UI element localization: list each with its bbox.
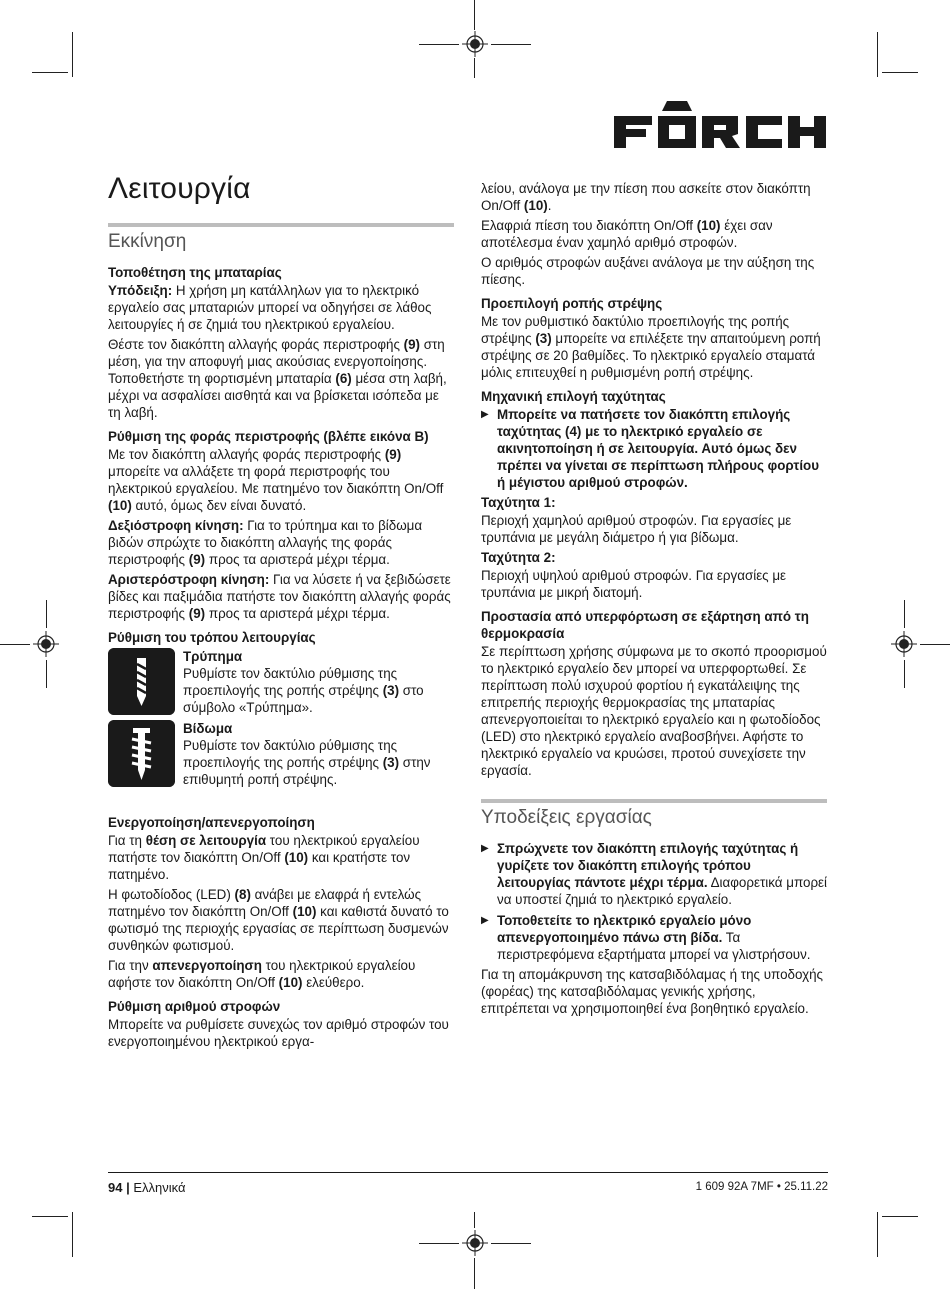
footer-doc-code: 1 609 92A 7MF • 25.11.22 <box>695 1181 828 1193</box>
crop-mark <box>904 660 905 688</box>
mode-screw-title: Βίδωμα <box>183 721 233 736</box>
crop-mark <box>32 1216 68 1217</box>
crop-mark <box>32 72 68 73</box>
mode-screw <box>108 720 454 788</box>
crop-mark <box>474 1258 475 1289</box>
speed-increase-text: Ο αριθμός στροφών αυξάνει ανάλογα με την αύξηση της πίεσης. <box>481 255 815 287</box>
speed1-label: Ταχύτητα 1: <box>481 495 556 510</box>
torque-text: Με τον ρυθμιστικό δακτύλιο προεπιλογής της ροπής στρέψης (3) μπορείτε να επιλέξετε την απαιτούμενη ροπή στρέψης σε 20 βαθμίδες. Το ηλεκτρικό εργαλείο σταματά μόλις επιτευχθεί η ρυθμισμένη ροπή στρέψης. <box>481 314 821 380</box>
heading-rotation: Ρύθμιση της φοράς περιστροφής (βλέπε εικόνα B) <box>108 429 429 444</box>
heading-speed: Ρύθμιση αριθμού στροφών <box>108 999 281 1014</box>
speed2-label: Ταχύτητα 2: <box>481 550 556 565</box>
crop-mark <box>877 1212 878 1257</box>
crop-mark <box>46 600 47 628</box>
crop-mark <box>877 32 878 77</box>
section-heading-bar <box>481 799 827 830</box>
footer-separator: | <box>126 1180 130 1195</box>
crop-mark <box>46 660 47 688</box>
page-number: 94 <box>108 1180 123 1195</box>
crop-mark <box>920 644 950 645</box>
rotation-right-text: Δεξιόστροφη κίνηση: Για το τρύπημα και το βίδωμα βιδών σπρώχτε το διακόπτη αλλαγής της φοράς περιστροφής (9) προς τα αριστερά μέχρι τέρμα. <box>108 518 423 567</box>
crop-mark <box>474 58 475 78</box>
speed2-text: Περιοχή υψηλού αριθμού στροφών. Για εργασίες με τρυπάνια με μικρή διατομή. <box>481 568 787 600</box>
triangle-bullet-icon: ▶ <box>481 843 489 854</box>
onoff-stop-text: Για την απενεργοποίηση του ηλεκτρικού εργαλείου αφήστε τον διακόπτη On/Off (10) ελεύθερο. <box>108 958 416 990</box>
onoff-start-text: Για τη θέση σε λειτουργία του ηλεκτρικού εργαλείου πατήστε τον διακόπτη On/Off (10) και κρατήστε τον πατημένο. <box>108 833 420 882</box>
registration-mark-icon <box>462 1230 488 1256</box>
left-column <box>108 223 454 1053</box>
crop-mark <box>491 1243 531 1244</box>
heading-mode: Ρύθμιση του τρόπου λειτουργίας <box>108 630 316 645</box>
crop-mark <box>904 600 905 628</box>
speed-text: Μπορείτε να ρυθμίσετε συνεχώς τον αριθμό στροφών του ενεργοποιημένου ηλεκτρικού εργα- <box>108 1017 449 1049</box>
tips-text: Για τη απομάκρυνση της κατσαβιδόλαμας ή της υποδοχής (φορέας) της κατσαβιδόλαμας γενικής χρήσης, επιτρέπεται να χρησιμοποιηθεί ένα βοηθητικό εργαλείο. <box>481 967 823 1016</box>
onoff-led-text: Η φωτοδίοδος (LED) (8) ανάβει με ελαφρά ή εντελώς πατημένο τον διακόπτη On/Off (10) και καθιστά δυνατό το φωτισμό της περιοχής εργασίας σε περίπτωση δυσμενών συνθηκών φωτισμού. <box>108 887 449 953</box>
tip-2: ▶ Τοποθετείτε το ηλεκτρικό εργαλείο μόνο απενεργοποιημένο πάνω στη βίδα. Τα περιστρεφόμενα εξαρτήματα μπορεί να γλιστρήσουν. <box>481 913 811 962</box>
mode-drill-text: Ρυθμίστε τον δακτύλιο ρύθμισης της προεπιλογής της ροπής στρέψης (3) στο σύμβολο «Τρύπημα». <box>183 666 424 715</box>
heading-battery: Τοποθέτηση της μπαταρίας <box>108 265 282 280</box>
speed-light-press-text: Ελαφριά πίεση του διακόπτη On/Off (10) έχει σαν αποτέλεσμα έναν χαμηλό αριθμό στροφών. <box>481 218 773 250</box>
heading-thermal: Προστασία από υπερφόρτωση σε εξάρτηση από τη θερμοκρασία <box>481 609 809 641</box>
brand-logo <box>612 98 828 150</box>
section-title-tips: Υποδείξεις εργασίας <box>481 807 652 828</box>
crop-mark <box>474 1212 475 1228</box>
crop-mark <box>419 1243 459 1244</box>
heading-gear: Μηχανική επιλογή ταχύτητας <box>481 389 666 404</box>
crop-mark <box>419 44 459 45</box>
rotation-left-text: Αριστερόστροφη κίνηση: Για να λύσετε ή να ξεβιδώσετε βίδες και παξιμάδια πατήστε τον διακόπτη αλλαγής φοράς περιστροφής (9) προς τα αριστερά μέχρι τέρμα. <box>108 572 451 621</box>
crop-mark <box>882 72 918 73</box>
section-title-start: Εκκίνηση <box>108 231 187 252</box>
crop-mark <box>474 0 475 30</box>
crop-mark <box>72 32 73 77</box>
drill-bit-icon <box>108 648 175 715</box>
screw-icon <box>108 720 175 787</box>
heading-onoff: Ενεργοποίηση/απενεργοποίηση <box>108 815 315 830</box>
battery-insert-text: Θέστε τον διακόπτη αλλαγής φοράς περιστροφής (9) στη μέση, για την αποφυγή μιας ακούσιας ενεργοποίησης. Τοποθετήστε τη φορτισμένη μπαταρία (6) μέσα στη λαβή, μέχρι να ασφαλίσει αισθητά και να βρίσκεται ισόπεδα με τη λαβή. <box>108 337 447 420</box>
registration-mark-icon <box>462 31 488 57</box>
footer-page-info <box>108 1180 186 1195</box>
footer-language: Ελληνικά <box>133 1180 186 1195</box>
registration-mark-icon <box>891 631 917 657</box>
rotation-text: Με τον διακόπτη αλλαγής φοράς περιστροφής (9) μπορείτε να αλλάξετε τη φορά περιστροφής του ηλεκτρικού εργαλείου. Με πατημένο τον διακόπτη On/Off (10) αυτό, όμως δεν είναι δυνατό. <box>108 447 444 513</box>
triangle-bullet-icon: ▶ <box>481 409 489 420</box>
section-heading-bar <box>108 223 454 254</box>
mode-drill <box>108 648 454 716</box>
mode-screw-text: Ρυθμίστε τον δακτύλιο ρύθμισης της προεπιλογής της ροπής στρέψης (3) στην επιθυμητή ροπή στρέψης. <box>183 738 431 787</box>
right-column <box>481 180 827 1020</box>
registration-mark-icon <box>33 631 59 657</box>
crop-mark <box>72 1212 73 1257</box>
heading-torque: Προεπιλογή ροπής στρέψης <box>481 296 663 311</box>
battery-note: Υπόδειξη: Η χρήση μη κατάλληλων για το ηλεκτρικό εργαλείο σας μπαταριών μπορεί να οδηγήσει σε λάθος λειτουργίες ή σε ζημιά του ηλεκτρικού εργαλείου. <box>108 283 432 332</box>
crop-mark <box>0 644 30 645</box>
footer-rule <box>108 1172 828 1173</box>
triangle-bullet-icon: ▶ <box>481 915 489 926</box>
mode-drill-title: Τρύπημα <box>183 649 243 664</box>
crop-mark <box>882 1216 918 1217</box>
speed-text-continued: λείου, ανάλογα με την πίεση που ασκείτε στον διακόπτη On/Off (10). <box>481 181 811 213</box>
page-title: Λειτουργία <box>108 172 251 205</box>
tip-1: ▶ Σπρώχνετε τον διακόπτη επιλογής ταχύτητας ή γυρίζετε τον διακόπτη επιλογής τρόπου λειτουργίας πάντοτε μέχρι τέρμα. Διαφορετικά μπορεί να υποστεί ζημιά το ηλεκτρικό εργαλείο. <box>481 841 827 907</box>
crop-mark <box>491 44 531 45</box>
thermal-text: Σε περίπτωση χρήσης σύμφωνα με το σκοπό προορισμού το ηλεκτρικό εργαλείο δεν μπορεί να υπερφορτωθεί. Σε περίπτωση πολύ ισχυρού φορτίου ή εγκατάλειψης της επιτρεπής περιοχής θερμοκρασίας της μπαταρίας απενεργοποιείται το ηλεκτρικό εργαλείο και η φωτοδίοδος (LED) στο ηλεκτρικό εργαλείο αναβοσβήνει. Αφήστε το ηλεκτρικό εργαλείο να κρυώσει, προτού συνεχίσετε την εργασία. <box>481 644 827 778</box>
gear-warning: ▶ Μπορείτε να πατήσετε τον διακόπτη επιλογής ταχύτητας (4) με το ηλεκτρικό εργαλείο σε ακινητοποίηση ή σε λειτουργία. Αυτό όμως δεν πρέπει να γίνεται σε περίπτωση πλήρους φορτίου ή μέγιστου αριθμού στροφών. <box>481 407 820 490</box>
speed1-text: Περιοχή χαμηλού αριθμού στροφών. Για εργασίες με τρυπάνια με μεγάλη διάμετρο ή για βίδωμα. <box>481 513 792 545</box>
